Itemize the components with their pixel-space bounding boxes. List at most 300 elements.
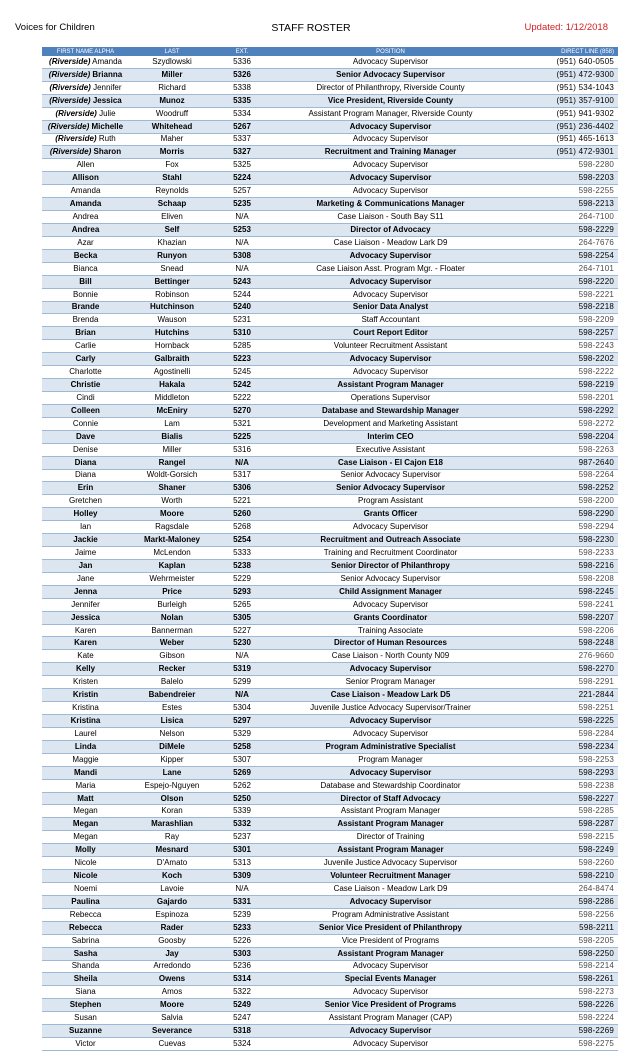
first-name-cell: Jan	[42, 559, 129, 572]
first-name-cell: Jessica	[42, 611, 129, 624]
last-name-cell: Kaplan	[129, 559, 215, 572]
last-name-cell: Robinson	[129, 288, 215, 301]
position-cell: Advocacy Supervisor	[269, 598, 512, 611]
position-cell: Program Administrative Assistant	[269, 908, 512, 921]
table-row	[42, 56, 618, 68]
last-name-cell: Shaner	[129, 482, 215, 495]
first-name-cell	[42, 120, 129, 133]
ext-cell: 5243	[215, 275, 269, 288]
last-name-cell: McEniry	[129, 404, 215, 417]
column-header-position: POSITION	[269, 47, 512, 56]
first-name-cell: Allen	[42, 159, 129, 172]
position-cell: Assistant Program Manager (CAP)	[269, 1012, 512, 1025]
position-cell: Recruitment and Outreach Associate	[269, 534, 512, 547]
position-cell: Juvenile Justice Advocacy Supervisor	[269, 857, 512, 870]
table-row	[42, 236, 618, 249]
table-row	[42, 404, 618, 417]
first-name-cell: Kate	[42, 650, 129, 663]
last-name-cell: Szydlowski	[129, 56, 215, 68]
table-row	[42, 353, 618, 366]
ext-cell: 5285	[215, 340, 269, 353]
direct-line-cell: 598-2210	[512, 870, 618, 883]
ext-cell: 5267	[215, 120, 269, 133]
direct-line-cell: 598-2272	[512, 417, 618, 430]
ext-cell: 5236	[215, 960, 269, 973]
ext-cell: 5332	[215, 818, 269, 831]
first-name-cell: Charlotte	[42, 366, 129, 379]
column-header-last: LAST	[129, 47, 215, 56]
last-name-cell: Arredondo	[129, 960, 215, 973]
direct-line-cell: 598-2234	[512, 740, 618, 753]
table-row	[42, 727, 618, 740]
direct-line-cell: 598-2249	[512, 844, 618, 857]
first-name-cell: Siana	[42, 986, 129, 999]
region-label: (Riverside)	[55, 134, 97, 144]
first-name-cell: Kristina	[42, 702, 129, 715]
last-name-cell: Wauson	[129, 314, 215, 327]
direct-line-cell: 598-2280	[512, 159, 618, 172]
last-name-cell: Price	[129, 585, 215, 598]
last-name-cell: Schaap	[129, 198, 215, 211]
direct-line-cell: 598-2275	[512, 1038, 618, 1051]
last-name-cell: Espejo-Nguyen	[129, 779, 215, 792]
ext-cell: 5269	[215, 766, 269, 779]
direct-line-cell: 598-2213	[512, 198, 618, 211]
ext-cell: 5310	[215, 327, 269, 340]
first-name-cell: Laurel	[42, 727, 129, 740]
direct-line-cell: 598-2273	[512, 986, 618, 999]
direct-line-cell: 598-2287	[512, 818, 618, 831]
first-name-cell: Jaime	[42, 547, 129, 560]
position-cell: Child Assignment Manager	[269, 585, 512, 598]
column-header-ext: EXT.	[215, 47, 269, 56]
table-row	[42, 249, 618, 262]
direct-line-cell: 598-2254	[512, 249, 618, 262]
last-name-cell: Snead	[129, 262, 215, 275]
last-name-cell: Hutchinson	[129, 301, 215, 314]
first-name-cell: Erin	[42, 482, 129, 495]
position-cell: Assistant Program Manager, Riverside County	[269, 107, 512, 120]
last-name-cell: Olson	[129, 792, 215, 805]
table-row	[42, 973, 618, 986]
ext-cell: 5319	[215, 663, 269, 676]
position-cell: Case Liaison - Meadow Lark D9	[269, 236, 512, 249]
first-name-cell: Susan	[42, 1012, 129, 1025]
table-row	[42, 689, 618, 702]
ext-cell: 5308	[215, 249, 269, 262]
table-row	[42, 262, 618, 275]
table-row	[42, 857, 618, 870]
table-row	[42, 534, 618, 547]
position-cell: Advocacy Supervisor	[269, 185, 512, 198]
direct-line-cell: 598-2207	[512, 611, 618, 624]
first-name-cell: Brenda	[42, 314, 129, 327]
direct-line-cell: 598-2257	[512, 327, 618, 340]
table-row	[42, 521, 618, 534]
last-name-cell: Burleigh	[129, 598, 215, 611]
ext-cell: 5250	[215, 792, 269, 805]
table-row	[42, 960, 618, 973]
table-row	[42, 68, 618, 81]
ext-cell: 5338	[215, 81, 269, 94]
first-name-cell: Suzanne	[42, 1025, 129, 1038]
table-row	[42, 818, 618, 831]
first-name: Ruth	[98, 134, 116, 144]
last-name-cell: Lavoie	[129, 883, 215, 896]
direct-line-cell: 598-2263	[512, 443, 618, 456]
position-cell: Executive Assistant	[269, 443, 512, 456]
first-name-cell: Ian	[42, 521, 129, 534]
position-cell: Case Liaison - El Cajon E18	[269, 456, 512, 469]
direct-line-cell: 598-2206	[512, 624, 618, 637]
position-cell: Director of Advocacy	[269, 223, 512, 236]
last-name-cell: Miller	[129, 443, 215, 456]
first-name-cell	[42, 107, 129, 120]
ext-cell: 5253	[215, 223, 269, 236]
direct-line-cell: 276-9660	[512, 650, 618, 663]
last-name-cell: Munoz	[129, 94, 215, 107]
direct-line-cell: 264-7100	[512, 211, 618, 224]
ext-cell: 5303	[215, 947, 269, 960]
first-name-cell: Holley	[42, 508, 129, 521]
position-cell: Program Assistant	[269, 495, 512, 508]
last-name-cell: Kipper	[129, 753, 215, 766]
last-name-cell: Agostinelli	[129, 366, 215, 379]
direct-line-cell: 264-8474	[512, 883, 618, 896]
first-name: Michelle	[91, 121, 124, 131]
last-name-cell: Markt-Maloney	[129, 534, 215, 547]
ext-cell: 5235	[215, 198, 269, 211]
position-cell: Senior Vice President of Philanthropy	[269, 921, 512, 934]
direct-line-cell: 598-2251	[512, 702, 618, 715]
direct-line-cell: 598-2285	[512, 805, 618, 818]
table-row	[42, 598, 618, 611]
first-name-cell: Becka	[42, 249, 129, 262]
direct-line-cell: 598-2238	[512, 779, 618, 792]
table-row	[42, 366, 618, 379]
first-name: Sharon	[93, 147, 122, 157]
first-name-cell: Megan	[42, 805, 129, 818]
last-name-cell: Salvia	[129, 1012, 215, 1025]
ext-cell: N/A	[215, 211, 269, 224]
first-name-cell: Karen	[42, 637, 129, 650]
direct-line-cell: 598-2241	[512, 598, 618, 611]
direct-line-cell: 221-2844	[512, 689, 618, 702]
direct-line-cell: 598-2203	[512, 172, 618, 185]
last-name-cell: Babendreier	[129, 689, 215, 702]
last-name-cell: Nelson	[129, 727, 215, 740]
first-name: Jennifer	[93, 82, 122, 92]
first-name-cell: Kristin	[42, 689, 129, 702]
position-cell: Training Associate	[269, 624, 512, 637]
table-row	[42, 947, 618, 960]
ext-cell: 5223	[215, 353, 269, 366]
first-name-cell: Bonnie	[42, 288, 129, 301]
position-cell: Senior Vice President of Programs	[269, 999, 512, 1012]
table-row	[42, 1012, 618, 1025]
last-name-cell: Gibson	[129, 650, 215, 663]
last-name-cell: Galbraith	[129, 353, 215, 366]
table-row	[42, 146, 618, 159]
direct-line-cell: 598-2286	[512, 895, 618, 908]
position-cell: Advocacy Supervisor	[269, 766, 512, 779]
direct-line-cell: 598-2243	[512, 340, 618, 353]
staff-roster-table	[42, 47, 618, 1051]
table-row	[42, 572, 618, 585]
direct-line-cell: 598-2218	[512, 301, 618, 314]
first-name-cell: Maria	[42, 779, 129, 792]
table-row	[42, 650, 618, 663]
table-row	[42, 185, 618, 198]
direct-line-cell: 264-7101	[512, 262, 618, 275]
direct-line-cell: 598-2269	[512, 1025, 618, 1038]
position-cell: Director of Human Resources	[269, 637, 512, 650]
last-name-cell: Lane	[129, 766, 215, 779]
last-name-cell: Middleton	[129, 391, 215, 404]
position-cell: Recruitment and Training Manager	[269, 146, 512, 159]
position-cell: Senior Advocacy Supervisor	[269, 469, 512, 482]
ext-cell: 5327	[215, 146, 269, 159]
ext-cell: N/A	[215, 650, 269, 663]
position-cell: Advocacy Supervisor	[269, 353, 512, 366]
last-name-cell: Owens	[129, 973, 215, 986]
position-cell: Program Manager	[269, 753, 512, 766]
position-cell: Advocacy Supervisor	[269, 288, 512, 301]
direct-line-cell: 598-2229	[512, 223, 618, 236]
ext-cell: 5333	[215, 547, 269, 560]
last-name-cell: Ragsdale	[129, 521, 215, 534]
position-cell: Advocacy Supervisor	[269, 895, 512, 908]
table-row	[42, 211, 618, 224]
table-row	[42, 133, 618, 146]
direct-line-cell: (951) 465-1613	[512, 133, 618, 146]
ext-cell: 5313	[215, 857, 269, 870]
first-name-cell: Victor	[42, 1038, 129, 1051]
ext-cell: 5329	[215, 727, 269, 740]
last-name-cell: Weber	[129, 637, 215, 650]
direct-line-cell: 598-2255	[512, 185, 618, 198]
first-name-cell	[42, 133, 129, 146]
ext-cell: 5324	[215, 1038, 269, 1051]
direct-line-cell: 598-2226	[512, 999, 618, 1012]
position-cell: Database and Stewardship Manager	[269, 404, 512, 417]
table-row	[42, 870, 618, 883]
direct-line-cell: 598-2202	[512, 353, 618, 366]
position-cell: Advocacy Supervisor	[269, 727, 512, 740]
region-label: (Riverside)	[49, 95, 91, 105]
first-name-cell: Jackie	[42, 534, 129, 547]
first-name-cell: Kristen	[42, 676, 129, 689]
first-name-cell: Christie	[42, 379, 129, 392]
table-row	[42, 391, 618, 404]
position-cell: Staff Accountant	[269, 314, 512, 327]
ext-cell: 5306	[215, 482, 269, 495]
ext-cell: N/A	[215, 456, 269, 469]
position-cell: Marketing & Communications Manager	[269, 198, 512, 211]
first-name-cell: Andrea	[42, 223, 129, 236]
direct-line-cell: 598-2293	[512, 766, 618, 779]
table-row	[42, 676, 618, 689]
first-name-cell: Maggie	[42, 753, 129, 766]
first-name-cell: Karen	[42, 624, 129, 637]
first-name-cell: Nicole	[42, 857, 129, 870]
region-label: (Riverside)	[55, 108, 97, 118]
ext-cell: 5309	[215, 870, 269, 883]
ext-cell: 5293	[215, 585, 269, 598]
ext-cell: 5270	[215, 404, 269, 417]
last-name-cell: Ray	[129, 831, 215, 844]
direct-line-cell: 598-2261	[512, 973, 618, 986]
position-cell: Training and Recruitment Coordinator	[269, 547, 512, 560]
ext-cell: N/A	[215, 883, 269, 896]
last-name-cell: Cuevas	[129, 1038, 215, 1051]
ext-cell: 5225	[215, 430, 269, 443]
position-cell: Operations Supervisor	[269, 391, 512, 404]
direct-line-cell: 598-2215	[512, 831, 618, 844]
direct-line-cell: 598-2264	[512, 469, 618, 482]
position-cell: Advocacy Supervisor	[269, 960, 512, 973]
ext-cell: 5335	[215, 94, 269, 107]
last-name-cell: Moore	[129, 999, 215, 1012]
first-name-cell: Denise	[42, 443, 129, 456]
table-row	[42, 844, 618, 857]
ext-cell: 5325	[215, 159, 269, 172]
ext-cell: 5331	[215, 895, 269, 908]
last-name-cell: Fox	[129, 159, 215, 172]
last-name-cell: Amos	[129, 986, 215, 999]
first-name-cell: Rebecca	[42, 921, 129, 934]
ext-cell: 5265	[215, 598, 269, 611]
ext-cell: 5221	[215, 495, 269, 508]
table-row	[42, 792, 618, 805]
ext-cell: 5317	[215, 469, 269, 482]
direct-line-cell: 598-2252	[512, 482, 618, 495]
position-cell: Advocacy Supervisor	[269, 663, 512, 676]
direct-line-cell: 598-2209	[512, 314, 618, 327]
first-name-cell: Amanda	[42, 198, 129, 211]
last-name-cell: Recker	[129, 663, 215, 676]
direct-line-cell: 598-2219	[512, 379, 618, 392]
ext-cell: 5233	[215, 921, 269, 934]
last-name-cell: Woodruff	[129, 107, 215, 120]
ext-cell: N/A	[215, 236, 269, 249]
position-cell: Senior Program Manager	[269, 676, 512, 689]
direct-line-cell: 598-2220	[512, 275, 618, 288]
first-name-cell: Shanda	[42, 960, 129, 973]
first-name-cell: Noemi	[42, 883, 129, 896]
ext-cell: 5322	[215, 986, 269, 999]
last-name-cell: Rader	[129, 921, 215, 934]
direct-line-cell: 598-2221	[512, 288, 618, 301]
ext-cell: 5226	[215, 934, 269, 947]
first-name-cell	[42, 94, 129, 107]
last-name-cell: Mesnard	[129, 844, 215, 857]
position-cell: Advocacy Supervisor	[269, 133, 512, 146]
table-row	[42, 624, 618, 637]
last-name-cell: Moore	[129, 508, 215, 521]
table-row	[42, 766, 618, 779]
first-name-cell: Bianca	[42, 262, 129, 275]
first-name-cell: Gretchen	[42, 495, 129, 508]
position-cell: Case Liaison - South Bay S11	[269, 211, 512, 224]
position-cell: Database and Stewardship Coordinator	[269, 779, 512, 792]
first-name-cell: Diana	[42, 469, 129, 482]
first-name-cell: Paulina	[42, 895, 129, 908]
direct-line-cell: (951) 534-1043	[512, 81, 618, 94]
direct-line-cell: 598-2292	[512, 404, 618, 417]
ext-cell: 5260	[215, 508, 269, 521]
table-row	[42, 379, 618, 392]
direct-line-cell: 598-2230	[512, 534, 618, 547]
last-name-cell: Worth	[129, 495, 215, 508]
first-name-cell	[42, 146, 129, 159]
table-row	[42, 495, 618, 508]
table-row	[42, 198, 618, 211]
position-cell: Assistant Program Manager	[269, 947, 512, 960]
position-cell: Senior Advocacy Supervisor	[269, 572, 512, 585]
first-name-cell	[42, 68, 129, 81]
table-row	[42, 663, 618, 676]
first-name-cell: Jenna	[42, 585, 129, 598]
ext-cell: 5224	[215, 172, 269, 185]
direct-line-cell: (951) 472-9301	[512, 146, 618, 159]
position-cell: Interim CEO	[269, 430, 512, 443]
table-row	[42, 508, 618, 521]
last-name-cell: Eliven	[129, 211, 215, 224]
position-cell: Advocacy Supervisor	[269, 56, 512, 68]
ext-cell: 5227	[215, 624, 269, 637]
table-row	[42, 81, 618, 94]
column-header-direct-line: DIRECT LINE (858)	[512, 47, 618, 56]
direct-line-cell: (951) 236-4402	[512, 120, 618, 133]
region-label: (Riverside)	[49, 82, 91, 92]
first-name-cell: Andrea	[42, 211, 129, 224]
first-name: Jessica	[92, 95, 122, 105]
last-name-cell: Lisica	[129, 715, 215, 728]
ext-cell: 5238	[215, 559, 269, 572]
position-cell: Senior Director of Philanthropy	[269, 559, 512, 572]
direct-line-cell: 598-2201	[512, 391, 618, 404]
first-name-cell: Brian	[42, 327, 129, 340]
first-name-cell: Brande	[42, 301, 129, 314]
table-row	[42, 883, 618, 896]
direct-line-cell: 598-2248	[512, 637, 618, 650]
first-name-cell: Sabrina	[42, 934, 129, 947]
position-cell: Senior Data Analyst	[269, 301, 512, 314]
last-name-cell: Hornback	[129, 340, 215, 353]
last-name-cell: Estes	[129, 702, 215, 715]
table-row	[42, 443, 618, 456]
first-name-cell: Diana	[42, 456, 129, 469]
column-header-first-name: FIRST NAME ALPHA	[42, 47, 129, 56]
table-row	[42, 469, 618, 482]
last-name-cell: DiMele	[129, 740, 215, 753]
table-row	[42, 1025, 618, 1038]
ext-cell: 5299	[215, 676, 269, 689]
position-cell: Advocacy Supervisor	[269, 275, 512, 288]
ext-cell: N/A	[215, 689, 269, 702]
table-row	[42, 172, 618, 185]
position-cell: Advocacy Supervisor	[269, 521, 512, 534]
last-name-cell: Miller	[129, 68, 215, 81]
direct-line-cell: 598-2284	[512, 727, 618, 740]
page-title: STAFF ROSTER	[271, 22, 351, 34]
ext-cell: 5229	[215, 572, 269, 585]
ext-cell: 5305	[215, 611, 269, 624]
first-name-cell: Megan	[42, 818, 129, 831]
position-cell: Advocacy Supervisor	[269, 1025, 512, 1038]
ext-cell: 5337	[215, 133, 269, 146]
